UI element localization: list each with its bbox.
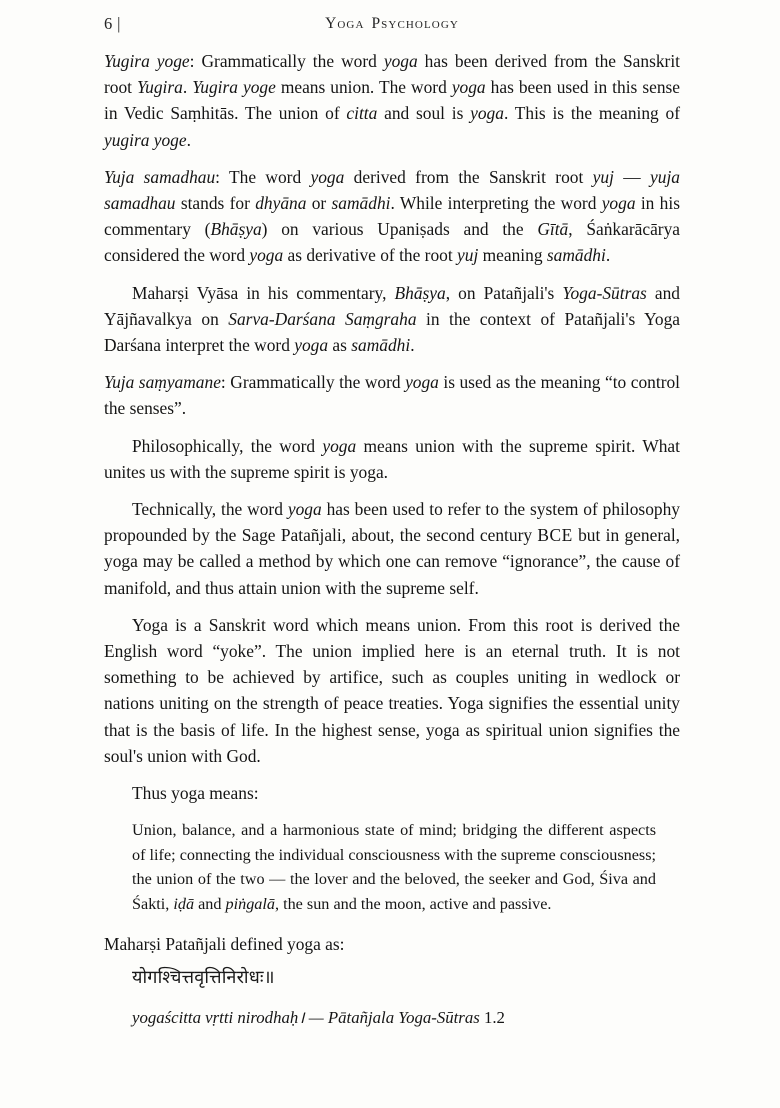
- text-run: has been used to refer to the system of philosophy propounded by the Sage Patañjali, about, the second century: [104, 499, 680, 546]
- text-run: iḍā: [173, 895, 195, 914]
- text-run: Thus yoga means:: [132, 783, 259, 804]
- text-run: , Śaṅkarācārya considered the word: [104, 219, 680, 266]
- devanagari-sutra: योगश्चित्तवृत्तिनिरोधः॥: [132, 966, 275, 988]
- paragraph-yuja-samyamane: [104, 369, 680, 421]
- text-run: yoga: [601, 193, 636, 214]
- text-run: : Grammatically the word: [220, 372, 406, 393]
- paragraph-yugira-yoge: [104, 48, 680, 153]
- text-run: Yoga-Sūtras: [562, 282, 647, 303]
- running-title: Yoga Psychology: [325, 15, 459, 32]
- paragraph-yuja-samadhau: [104, 164, 680, 269]
- text-run: Sarva-Darśana Saṃgraha: [228, 308, 417, 329]
- text-run: Bhāṣya: [394, 282, 446, 303]
- text-run: yuj: [457, 245, 479, 266]
- text-run: or: [306, 193, 332, 214]
- text-run: yoga: [470, 103, 504, 124]
- text-run: citta: [346, 103, 378, 124]
- text-run: Technically, the word: [132, 499, 288, 520]
- text-run: samādhi: [546, 245, 606, 266]
- text-run: piṅgalā: [225, 895, 275, 914]
- text-run: : The word: [215, 166, 311, 187]
- text-run: .: [182, 77, 193, 98]
- text-run: meaning: [478, 245, 547, 266]
- text-run: , on Patañjali's: [445, 282, 563, 303]
- text-run: Yugira yoge: [192, 77, 276, 98]
- text-run: but in general, yoga may be called a method by which one can remove “ignorance”, the cause of manifold, and thus attain union with the supreme self.: [104, 525, 681, 598]
- sutra-transliteration: [132, 1005, 680, 1030]
- text-run: and: [194, 895, 226, 914]
- text-run: Yuja saṃyamane: [104, 372, 221, 393]
- text-run: Philosophically, the word: [132, 435, 323, 456]
- text-run: is used as the meaning “to control the senses”.: [104, 372, 681, 419]
- text-run: yoga: [310, 166, 345, 187]
- paragraph-philosophically: [104, 433, 680, 485]
- text-run: samādhi: [351, 335, 411, 356]
- paragraph-maharsi-vyasa: [104, 280, 680, 359]
- paragraph-list: [104, 48, 680, 806]
- text-run: in the context of Patañjali's Yoga Darśana interpret the word: [104, 308, 681, 356]
- text-run: Union, balance, and a harmonious state of mind; bridging the different aspects of life; connecting the individual consciousness with the supreme consciousness; the union of the two — the lover and the beloved, the seeker and God, Śiva and Śakti,: [132, 821, 656, 914]
- text-run: yoga: [294, 335, 329, 356]
- text-run: yoga: [322, 435, 357, 456]
- text-run: Yugira yoge: [104, 51, 190, 71]
- sutra-citation: 1.2: [483, 1007, 505, 1027]
- page-folio: 6 |: [104, 14, 121, 33]
- text-run: and soul is: [377, 103, 471, 124]
- text-run: BCE: [537, 525, 573, 546]
- text-run: .: [410, 335, 415, 356]
- text-run: yoga: [451, 77, 486, 98]
- text-run: in his commentary (: [104, 193, 680, 240]
- text-run: Yuja samadhau: [104, 166, 216, 187]
- text-run: .: [186, 129, 191, 150]
- text-run: yoga: [383, 51, 418, 71]
- text-run: yugira yoge: [104, 129, 187, 150]
- transliteration-text: yogaścitta vṛtti nirodhaḥ। — Pātañjala Yoga-Sūtras: [132, 1007, 480, 1027]
- text-run: and Yājñavalkya on: [104, 282, 680, 329]
- text-run: . While interpreting the word: [390, 193, 602, 214]
- text-run: means union with the supreme spirit. What unites us with the supreme spirit is yoga.: [104, 435, 680, 482]
- text-run: as: [328, 335, 352, 356]
- body-text-block: [104, 48, 680, 1030]
- text-run: Yoga is a Sanskrit word which means union. From this root is derived the English word “yoke”. The union implied here is an eternal truth. It is not something to be achieved by artifice, such as couples uniting in wedlock or nations uniting on the strength of peace treaties. Yoga signifies the essential unity that is the basis of life. In the highest sense, yoga as spiritual union signifies the soul's union with God.: [104, 614, 680, 766]
- text-run: means union. The word: [275, 77, 452, 98]
- text-run: yuj: [592, 166, 614, 187]
- text-run: has been derived from the Sanskrit root: [104, 51, 681, 98]
- text-run: Yugira: [137, 77, 183, 98]
- text-run: —: [613, 166, 651, 187]
- running-head: [104, 14, 680, 36]
- text-run: Maharṣi Vyāsa in his commentary,: [132, 282, 395, 303]
- text-run: yoga: [287, 499, 322, 520]
- text-run: has been used in this sense in Vedic Saṃhitās. The union of: [104, 77, 680, 124]
- paragraph-thus-yoga-means: [104, 780, 680, 806]
- paragraph-technically: [104, 496, 680, 601]
- text-run: derived from the Sanskrit root: [344, 166, 593, 187]
- block-quote: [132, 818, 656, 916]
- text-run: yoga: [405, 372, 439, 393]
- text-run: stands for: [175, 193, 256, 214]
- text-run: yoga: [249, 245, 284, 266]
- text-run: .: [605, 245, 611, 266]
- block-quote-text: [132, 818, 656, 916]
- text-run: Gītā: [537, 219, 569, 240]
- text-run: Bhāṣya: [210, 219, 262, 240]
- text-run: yuja samadhau: [104, 166, 680, 214]
- text-run: dhyāna: [255, 193, 307, 214]
- sutra-lead-in: Maharṣi Patañjali defined yoga as:: [104, 933, 345, 954]
- text-run: samādhi: [331, 193, 391, 214]
- text-run: , the sun and the moon, active and passive.: [275, 895, 552, 914]
- text-run: . This is the meaning of: [503, 103, 681, 124]
- text-run: ) on various Upaniṣads and the: [261, 219, 538, 240]
- text-run: as derivative of the root: [283, 245, 458, 266]
- paragraph-yoga-sanskrit-word: [104, 612, 680, 769]
- text-run: : Grammatically the word: [189, 51, 384, 71]
